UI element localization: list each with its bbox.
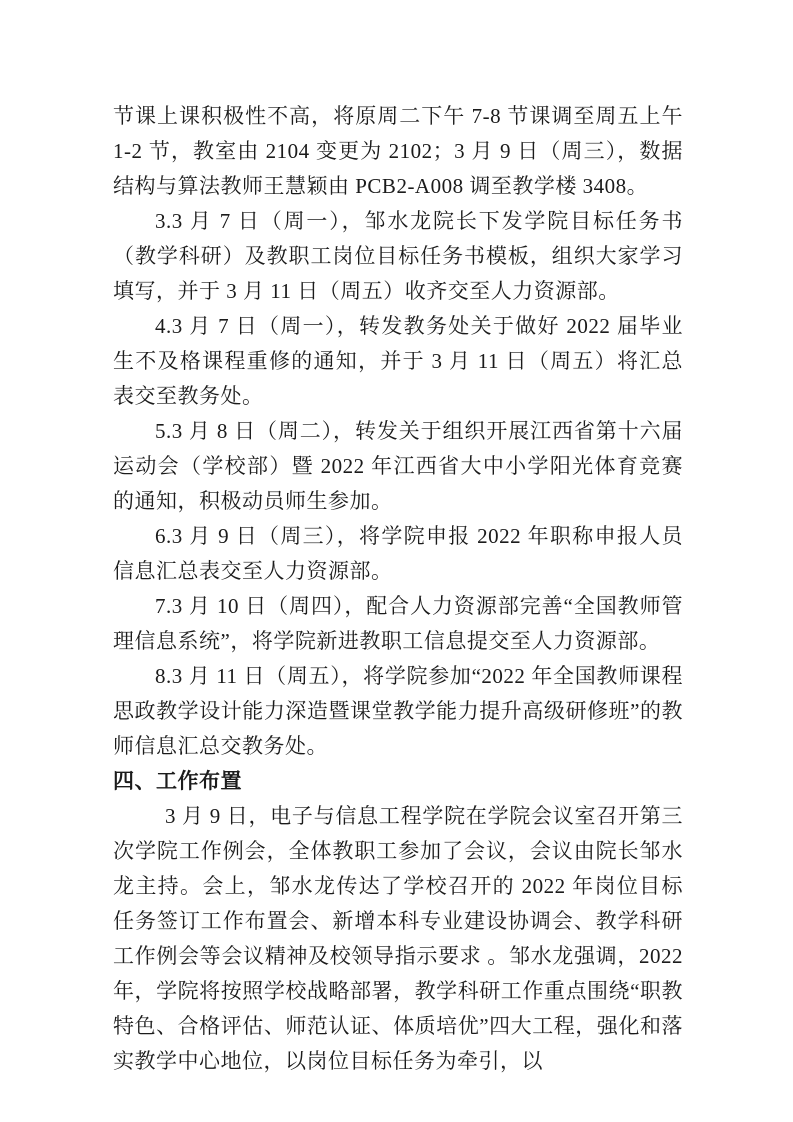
- section-heading-work-arrangement: 四、工作布置: [113, 769, 242, 793]
- paragraph-work-meeting: 3 月 9 日，电子与信息工程学院在学院会议室召开第三次学院工作例会，全体教职工参加了会议，会议由院长邹水龙主持。会上，邹水龙传达了学校召开的 2022 年岗位目标任务签订工作布置会、新增本科专业建设协调会、教学科研工作例会等会议精神及校领导指示要求 。邹水龙强调，2022 年，学院将按照学校战略部署，教学科研工作重点围绕“职教特色、合格评估、师范认证、体质培优”四大工程，强化和落实教学中心地位，以岗位目标任务为牵引，以: [113, 804, 683, 1073]
- paragraph-item-7: 7.3 月 10 日（周四），配合人力资源部完善“全国教师管理信息系统”，将学院新进教职工信息提交至人力资源部。: [113, 594, 683, 653]
- document-page: [113, 99, 683, 1079]
- paragraph-item-6: 6.3 月 9 日（周三），将学院申报 2022 年职称申报人员信息汇总表交至人力资源部。: [113, 524, 683, 583]
- paragraph-item-8: 8.3 月 11 日（周五），将学院参加“2022 年全国教师课程思政教学设计能力深造暨课堂教学能力提升高级研修班”的教师信息汇总交教务处。: [113, 664, 683, 758]
- paragraph-item-5: 5.3 月 8 日（周二），转发关于组织开展江西省第十六届运动会（学校部）暨 2022 年江西省大中小学阳光体育竞赛的通知，积极动员师生参加。: [113, 419, 683, 513]
- paragraph-item-3: 3.3 月 7 日（周一），邹水龙院长下发学院目标任务书（教学科研）及教职工岗位目标任务书模板，组织大家学习填写，并于 3 月 11 日（周五）收齐交至人力资源部。: [113, 209, 683, 303]
- paragraph-course-adjustment: 节课上课积极性不高，将原周二下午 7-8 节课调至周五上午 1-2 节，教室由 2104 变更为 2102；3 月 9 日（周三），数据结构与算法教师王慧颖由 PCB2-A008 调至教学楼 3408。: [113, 104, 683, 198]
- paragraph-item-4: 4.3 月 7 日（周一），转发教务处关于做好 2022 届毕业生不及格课程重修的通知，并于 3 月 11 日（周五）将汇总表交至教务处。: [113, 314, 683, 408]
